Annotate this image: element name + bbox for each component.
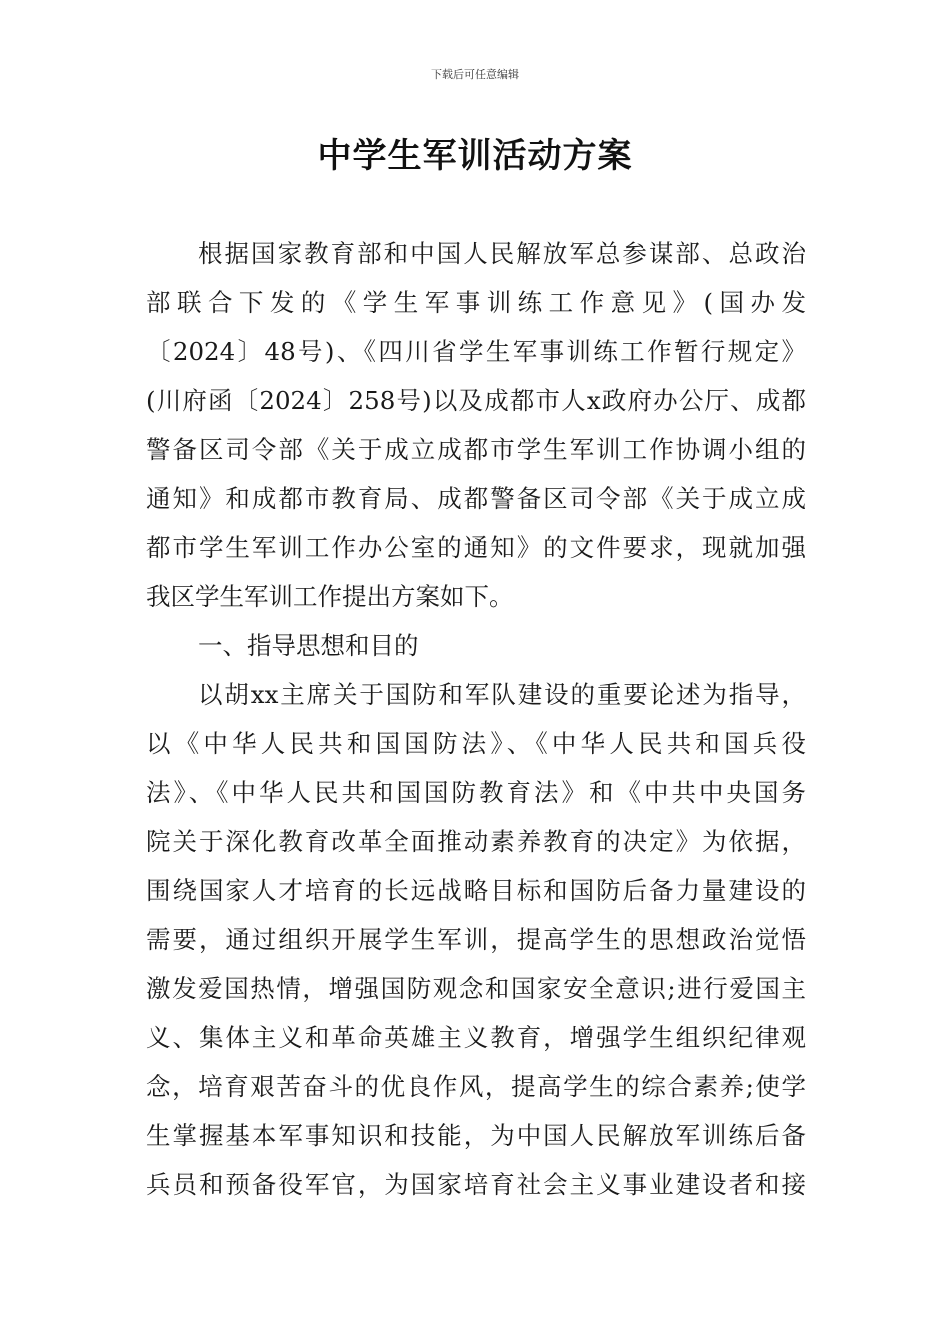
- paragraph-line: 一、指导思想和目的: [198, 631, 419, 660]
- paragraph-line: 生掌握基本军事知识和技能，为中国人民解放军训练后备: [146, 1121, 806, 1150]
- paragraph-line: 念，培育艰苦奋斗的优良作风，提高学生的综合素养;使学: [146, 1072, 806, 1101]
- document-body: [146, 229, 806, 1209]
- paragraph-line: 部联合下发的《学生军事训练工作意见》(国办发: [146, 288, 806, 317]
- paragraph-line: 警备区司令部《关于成立成都市学生军训工作协调小组的: [146, 435, 806, 464]
- document-title: 中学生军训活动方案: [317, 136, 633, 176]
- paragraph-line: 〔2024〕48号)、《四川省学生军事训练工作暂行规定》: [146, 337, 806, 366]
- paragraph-line: 义、集体主义和革命英雄主义教育，增强学生组织纪律观: [146, 1023, 806, 1052]
- paragraph-line: 都市学生军训工作办公室的通知》的文件要求，现就加强: [146, 533, 806, 562]
- paragraph-line: 院关于深化教育改革全面推动素养教育的决定》为依据，: [146, 827, 806, 856]
- paragraph-line: 兵员和预备役军官，为国家培育社会主义事业建设者和接: [146, 1170, 806, 1199]
- paragraph-line: 根据国家教育部和中国人民解放军总参谋部、总政治: [198, 239, 806, 268]
- paragraph-line: 以《中华人民共和国国防法》、《中华人民共和国兵役: [146, 729, 806, 758]
- paragraph-line: 围绕国家人才培育的长远战略目标和国防后备力量建设的: [146, 876, 806, 905]
- paragraph-line: (川府函〔2024〕258号)以及成都市人x政府办公厅、成都: [146, 386, 806, 415]
- paragraph-line: 我区学生军训工作提出方案如下。: [146, 582, 514, 611]
- paragraph-line: 通知》和成都市教育局、成都警备区司令部《关于成立成: [146, 484, 806, 513]
- header-note: 下载后可任意编辑: [431, 68, 519, 81]
- paragraph-line: 以胡xx主席关于国防和军队建设的重要论述为指导，: [198, 680, 806, 709]
- paragraph-line: 需要，通过组织开展学生军训，提高学生的思想政治觉悟: [146, 925, 806, 954]
- paragraph-line: 法》、《中华人民共和国国防教育法》和《中共中央国务: [146, 778, 806, 807]
- paragraph-line: 激发爱国热情，增强国防观念和国家安全意识;进行爱国主: [146, 974, 806, 1003]
